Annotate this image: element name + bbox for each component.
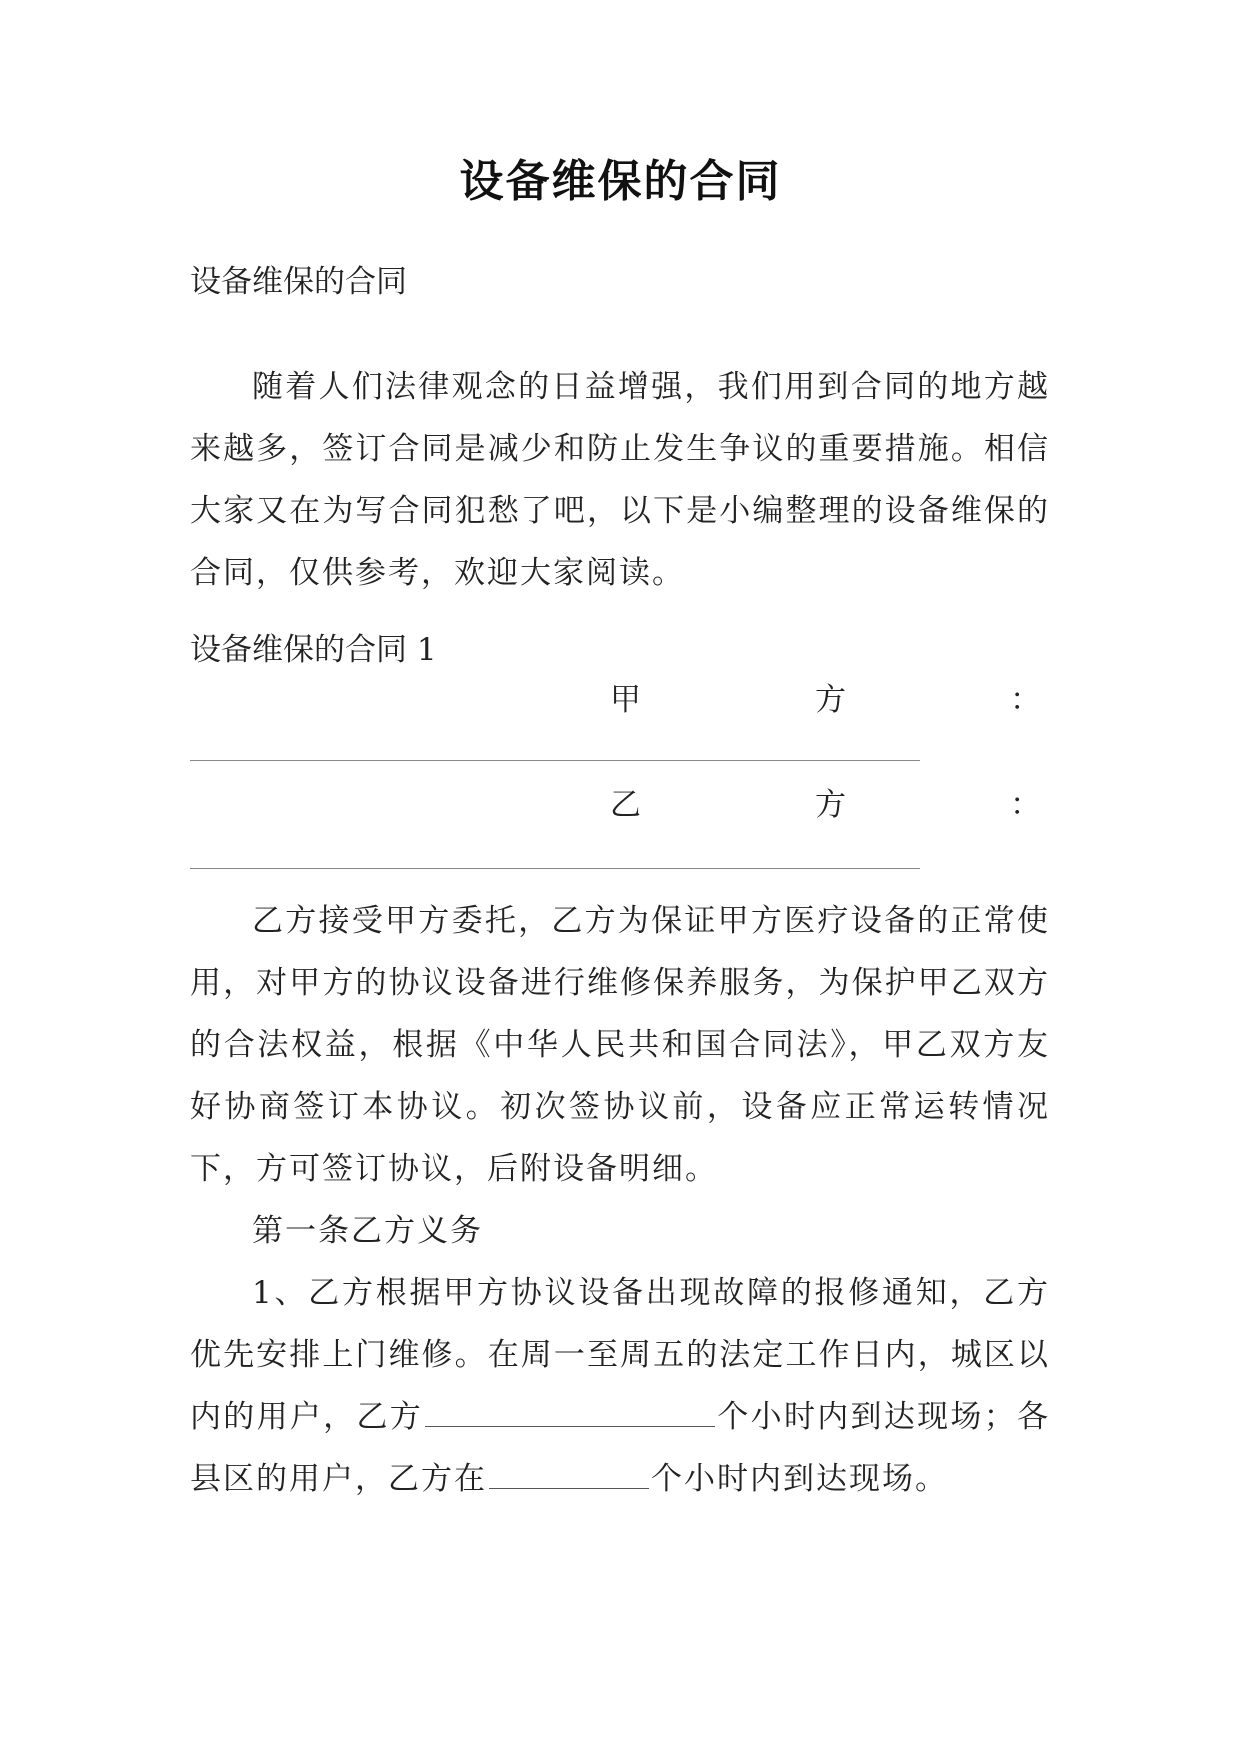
clause-1-blank-2 xyxy=(489,1457,649,1489)
clause-1-text-part2: 个小时内到达现场；各县区的用户，乙方在 xyxy=(190,1399,1051,1497)
party-a-label-char2: 方 xyxy=(815,682,846,718)
party-b-row xyxy=(190,785,1050,825)
party-b-label-char2: 方 xyxy=(815,787,846,823)
intro-paragraph: 随着人们法律观念的日益增强，我们用到合同的地方越来越多，签订合同是减少和防止发生争议的重要措施。相信大家又在为写合同犯愁了吧，以下是小编整理的设备维保的合同，仅供参考，欢迎大家阅读。 xyxy=(190,369,1050,591)
party-a-blank-line xyxy=(190,760,920,761)
article-1-heading: 第一条乙方义务 xyxy=(252,1213,483,1249)
clause-1-text-part3: 个小时内到达现场。 xyxy=(651,1461,948,1497)
party-b-blank-line xyxy=(190,868,920,869)
party-a-row xyxy=(190,680,1050,720)
party-b-label-char1: 乙 xyxy=(610,787,641,823)
preamble-paragraph: 乙方接受甲方委托，乙方为保证甲方医疗设备的正常使用，对甲方的协议设备进行维修保养服务，为保护甲乙双方的合法权益，根据《中华人民共和国合同法》，甲乙双方友好协商签订本协议。初次签协议前，设备应正常运转情况下，方可签订协议，后附设备明细。 xyxy=(190,903,1050,1187)
party-b-colon: ： xyxy=(1010,787,1041,823)
clause-1-paragraph xyxy=(190,1262,1050,1510)
party-a-label-char1: 甲 xyxy=(610,682,641,718)
section-heading-1: 设备维保的合同 1 xyxy=(190,632,437,668)
document-title: 设备维保的合同 xyxy=(459,156,782,207)
clause-1-text-part1: 1、乙方根据甲方协议设备出现故障的报修通知，乙方优先安排上门维修。在周一至周五的法定工作日内，城区以内的用户，乙方 xyxy=(190,1275,1050,1435)
party-a-colon: ： xyxy=(1010,682,1041,718)
document-subtitle: 设备维保的合同 xyxy=(190,264,407,300)
clause-1-blank-1 xyxy=(425,1395,715,1427)
